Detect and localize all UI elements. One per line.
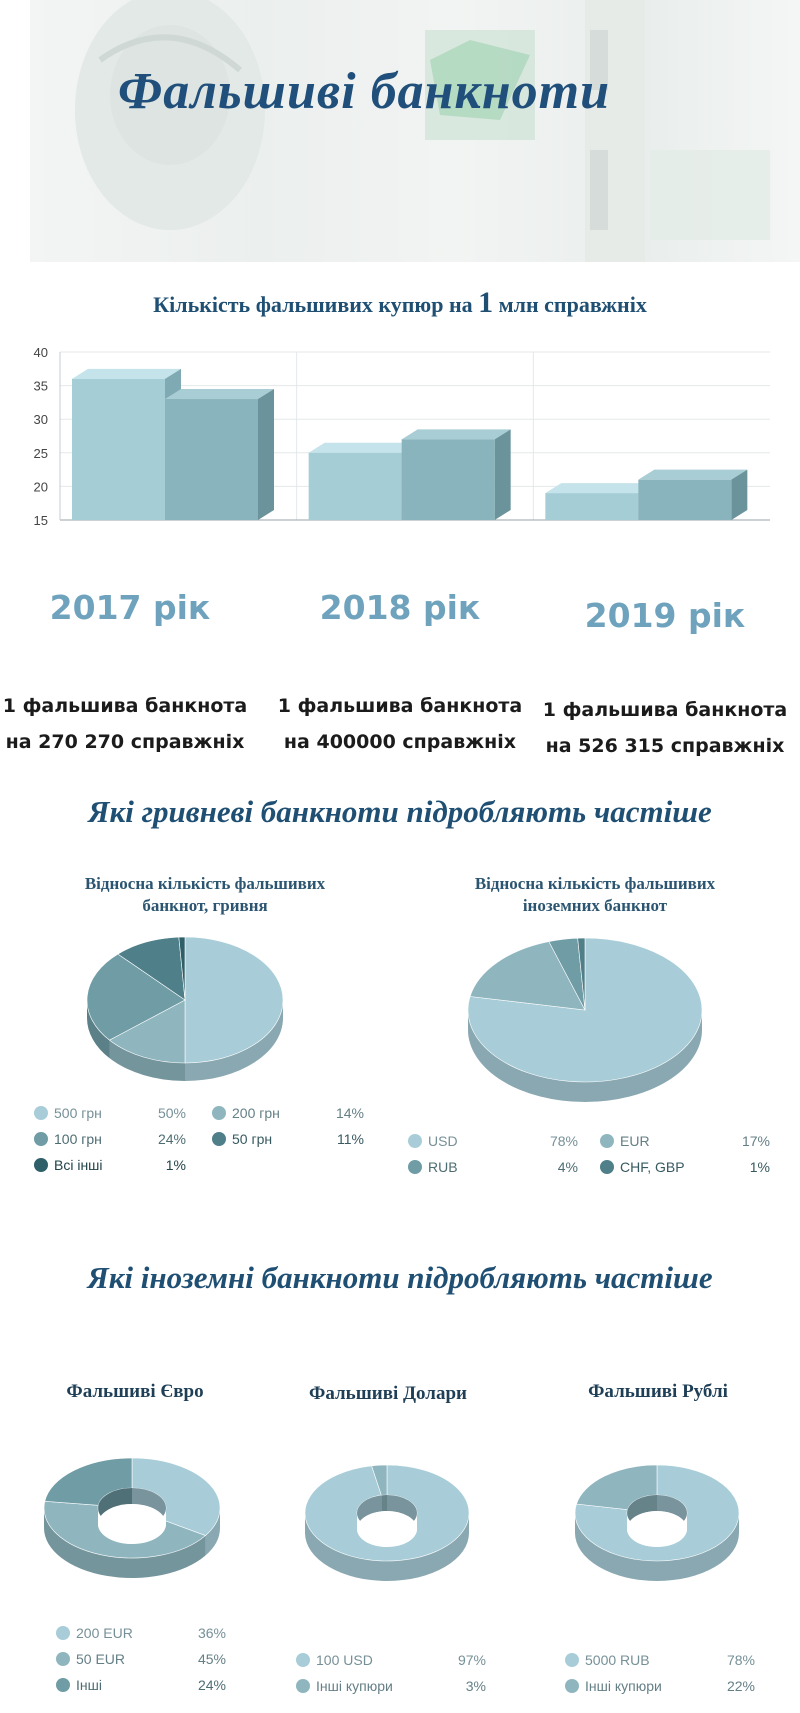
legend-swatch xyxy=(408,1134,422,1148)
legend-eur xyxy=(56,1625,256,1693)
bar-chart-title xyxy=(0,286,800,320)
legend-label: RUB xyxy=(428,1159,458,1175)
ratio-2018 xyxy=(275,688,525,760)
legend-percent: 4% xyxy=(557,1159,578,1175)
legend-swatch xyxy=(296,1653,310,1667)
ratio-2017-line2: на 270 270 справжніх xyxy=(5,731,245,753)
legend-percent: 78% xyxy=(726,1652,755,1668)
legend-percent: 17% xyxy=(741,1133,770,1149)
legend-item-Всі-інші xyxy=(34,1157,212,1173)
pie-uah-title-line1: Відносна кількість фальшивих xyxy=(84,874,326,893)
legend-item-CHF-GBP xyxy=(600,1159,792,1175)
ratio-2019-line1: 1 фальшива банкнота xyxy=(542,699,788,721)
bar-top xyxy=(165,389,274,399)
legend-percent: 22% xyxy=(726,1678,755,1694)
legend-item-Інші-купюри xyxy=(296,1678,506,1694)
bar-front xyxy=(165,399,258,520)
donut-chart-eur xyxy=(40,1450,230,1590)
bar-front xyxy=(545,493,638,520)
pie-foreign-title-line1: Відносна кількість фальшивих xyxy=(474,874,716,893)
legend-swatch xyxy=(600,1160,614,1174)
bar-side xyxy=(495,429,511,520)
donut-usd-title: Фальшиві Долари xyxy=(309,1383,467,1404)
legend-label: Всі інші xyxy=(54,1157,103,1173)
legend-swatch xyxy=(34,1132,48,1146)
legend-label: Інші xyxy=(76,1677,102,1693)
legend-swatch xyxy=(34,1158,48,1172)
legend-percent: 14% xyxy=(335,1105,364,1121)
bar-2017-рік-s2 xyxy=(165,389,274,520)
bar-top xyxy=(545,483,654,493)
legend-label: 5000 RUB xyxy=(585,1652,650,1668)
legend-item-100-USD xyxy=(296,1652,506,1668)
legend-swatch xyxy=(56,1626,70,1640)
donut-rub-title: Фальшиві Рублі xyxy=(588,1381,728,1402)
legend-label: 100 USD xyxy=(316,1652,373,1668)
section-title-uah: Які гривневі банкноти підробляють частіше xyxy=(88,794,712,829)
legend-label: 50 грн xyxy=(232,1131,273,1147)
ratio-2017 xyxy=(0,688,250,760)
legend-percent: 11% xyxy=(337,1131,364,1147)
legend-item-EUR xyxy=(600,1133,792,1149)
legend-percent: 24% xyxy=(157,1131,186,1147)
pie-chart-uah xyxy=(80,920,330,1100)
y-tick-label: 30 xyxy=(33,412,48,428)
legend-percent: 1% xyxy=(165,1157,186,1173)
legend-swatch xyxy=(408,1160,422,1174)
legend-item-500-грн xyxy=(34,1105,212,1121)
pie-foreign-title-line2: іноземних банкнот xyxy=(522,896,668,915)
donut-chart-usd xyxy=(295,1455,485,1595)
legend-item-RUB xyxy=(408,1159,600,1175)
pie-chart-foreign xyxy=(465,930,735,1130)
bar-top xyxy=(309,443,418,453)
legend-swatch xyxy=(56,1652,70,1666)
legend-label: EUR xyxy=(620,1133,650,1149)
donut-eur-title: Фальшиві Євро xyxy=(66,1381,204,1402)
bar-chart-title-post: млн справжніх xyxy=(493,292,647,317)
header-banknote-background xyxy=(30,0,800,262)
legend-swatch xyxy=(212,1106,226,1120)
year-label-2017: 2017 рік xyxy=(49,588,211,627)
legend-uah xyxy=(34,1105,394,1173)
ratio-2018-line2: на 400000 справжніх xyxy=(283,731,517,753)
pie-uah-title-line2: банкнот, гривня xyxy=(142,896,268,915)
legend-item-50-грн xyxy=(212,1131,390,1147)
bar-chart xyxy=(0,340,800,580)
ratio-2018-line1: 1 фальшива банкнота xyxy=(277,695,523,717)
year-label-2018: 2018 рік xyxy=(319,588,481,627)
bar-2017-рік-s1 xyxy=(72,369,181,520)
y-tick-label: 20 xyxy=(33,479,48,495)
legend-swatch xyxy=(296,1679,310,1693)
bar-front xyxy=(638,480,731,520)
legend-swatch xyxy=(565,1679,579,1693)
legend-swatch xyxy=(56,1678,70,1692)
bar-front xyxy=(72,379,165,520)
donut-chart-rub xyxy=(565,1455,755,1595)
ratio-2019 xyxy=(540,692,790,764)
legend-percent: 78% xyxy=(549,1133,578,1149)
legend-label: 200 EUR xyxy=(76,1625,133,1641)
legend-usd xyxy=(296,1652,506,1694)
ratio-2019-line2: на 526 315 справжніх xyxy=(545,735,785,757)
bar-2019-рік-s1 xyxy=(545,483,654,520)
ratio-2017-line1: 1 фальшива банкнота xyxy=(2,695,248,717)
bar-side xyxy=(258,389,274,520)
page-title: Фальшиві банкноти xyxy=(118,63,610,120)
legend-swatch xyxy=(212,1132,226,1146)
legend-item-Інші-купюри xyxy=(565,1678,775,1694)
bar-2019-рік-s2 xyxy=(638,470,747,520)
legend-item-USD xyxy=(408,1133,600,1149)
legend-item-200-грн xyxy=(212,1105,390,1121)
legend-label: Інші купюри xyxy=(585,1678,662,1694)
legend-swatch xyxy=(600,1134,614,1148)
legend-item-5000-RUB xyxy=(565,1652,775,1668)
legend-label: 200 грн xyxy=(232,1105,280,1121)
pie-foreign-title xyxy=(430,873,760,917)
legend-percent: 50% xyxy=(157,1105,186,1121)
legend-label: 500 грн xyxy=(54,1105,102,1121)
legend-item-Інші xyxy=(56,1677,256,1693)
legend-swatch xyxy=(565,1653,579,1667)
donut-inner-Інші-купюри xyxy=(381,1495,387,1511)
bar-top xyxy=(638,470,747,480)
legend-label: CHF, GBP xyxy=(620,1159,685,1175)
legend-percent: 45% xyxy=(197,1651,226,1667)
legend-foreign xyxy=(408,1133,798,1175)
banknote-portrait-image xyxy=(30,0,800,262)
bar-top xyxy=(72,369,181,379)
legend-item-100-грн xyxy=(34,1131,212,1147)
legend-label: USD xyxy=(428,1133,458,1149)
bar-front xyxy=(309,453,402,520)
section-title-foreign: Які іноземні банкноти підробляють частіше xyxy=(87,1260,713,1295)
legend-item-200-EUR xyxy=(56,1625,256,1641)
legend-item-50-EUR xyxy=(56,1651,256,1667)
legend-percent: 1% xyxy=(749,1159,770,1175)
legend-swatch xyxy=(34,1106,48,1120)
bar-chart-title-pre: Кількість фальшивих купюр на xyxy=(153,292,479,317)
legend-percent: 3% xyxy=(465,1678,486,1694)
bar-top xyxy=(402,429,511,439)
y-tick-label: 35 xyxy=(33,378,48,394)
legend-percent: 24% xyxy=(197,1677,226,1693)
y-tick-label: 40 xyxy=(33,345,48,360)
legend-percent: 36% xyxy=(197,1625,226,1641)
bar-2018-рік-s1 xyxy=(309,443,418,520)
legend-label: Інші купюри xyxy=(316,1678,393,1694)
bar-front xyxy=(402,439,495,520)
bar-2018-рік-s2 xyxy=(402,429,511,520)
legend-rub xyxy=(565,1652,775,1694)
y-tick-label: 15 xyxy=(33,513,48,528)
year-label-2019: 2019 рік xyxy=(584,596,746,635)
bar-chart-title-number: 1 xyxy=(478,286,494,319)
legend-label: 100 грн xyxy=(54,1131,102,1147)
pie-uah-title xyxy=(40,873,370,917)
legend-percent: 97% xyxy=(457,1652,486,1668)
legend-label: 50 EUR xyxy=(76,1651,126,1667)
y-tick-label: 25 xyxy=(33,445,48,461)
